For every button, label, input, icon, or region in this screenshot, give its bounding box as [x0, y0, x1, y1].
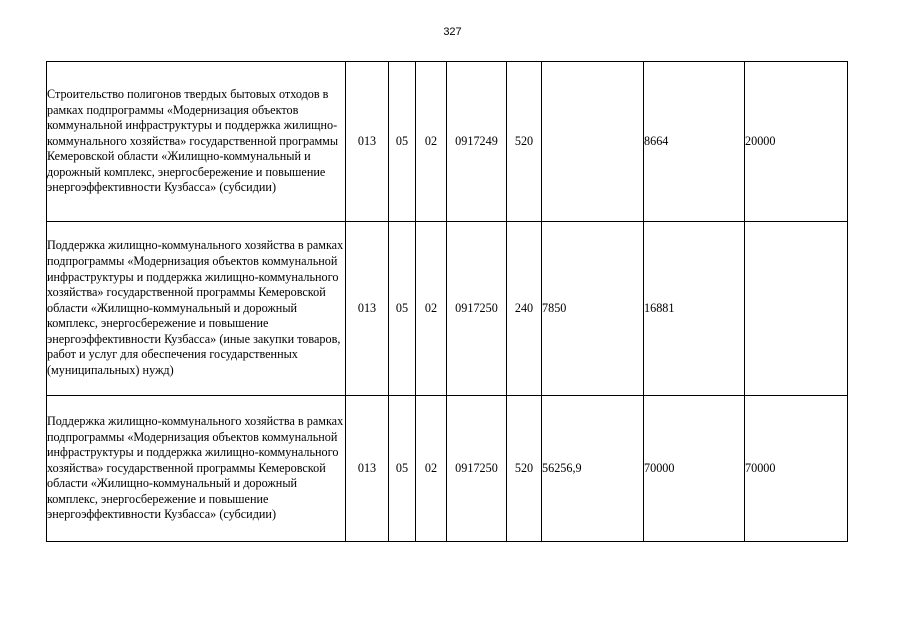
- subsection-code: 02: [416, 396, 447, 542]
- ministry-code: 013: [346, 396, 389, 542]
- amount-cell: 7850: [542, 222, 644, 396]
- table-row: [47, 62, 848, 222]
- row-description: Строительство полигонов твердых бытовых отходов в рамках подпрограммы «Модернизация объектов коммунальной инфраструктуры и поддержка жилищно-коммунального хозяйства» государственной программы Кемеровской области «Жилищно-коммунальный и дорожный комплекс, энергосбережение и повышение энергоэффективности Кузбасса» (субсидии): [47, 62, 346, 222]
- row-description: Поддержка жилищно-коммунального хозяйства в рамках подпрограммы «Модернизация объектов коммунальной инфраструктуры и поддержка жилищно-коммунального хозяйства» государственной программы Кемеровской области «Жилищно-коммунальный и дорожный комплекс, энергосбережение и повышение энергоэффективности Кузбасса» (иные закупки товаров, работ и услуг для обеспечения государственных (муниципальных) нужд): [47, 222, 346, 396]
- section-code: 05: [389, 396, 416, 542]
- table-row: [47, 396, 848, 542]
- expense-type-code: 520: [507, 396, 542, 542]
- amount-cell: 70000: [745, 396, 848, 542]
- amount-cell: 8664: [644, 62, 745, 222]
- target-article-code: 0917250: [447, 222, 507, 396]
- subsection-code: 02: [416, 62, 447, 222]
- amount-cell: [542, 62, 644, 222]
- target-article-code: 0917250: [447, 396, 507, 542]
- section-code: 05: [389, 222, 416, 396]
- table-row: [47, 222, 848, 396]
- expense-type-code: 520: [507, 62, 542, 222]
- amount-cell: 56256,9: [542, 396, 644, 542]
- amount-cell: 20000: [745, 62, 848, 222]
- section-code: 05: [389, 62, 416, 222]
- amount-cell: [745, 222, 848, 396]
- subsection-code: 02: [416, 222, 447, 396]
- page-number: 327: [443, 26, 462, 38]
- row-description: Поддержка жилищно-коммунального хозяйства в рамках подпрограммы «Модернизация объектов коммунальной инфраструктуры и поддержка жилищно-коммунального хозяйства» государственной программы Кемеровской области «Жилищно-коммунальный и дорожный комплекс, энергосбережение и повышение энергоэффективности Кузбасса» (субсидии): [47, 396, 346, 542]
- ministry-code: 013: [346, 62, 389, 222]
- amount-cell: 70000: [644, 396, 745, 542]
- budget-table: [46, 61, 848, 542]
- amount-cell: 16881: [644, 222, 745, 396]
- expense-type-code: 240: [507, 222, 542, 396]
- target-article-code: 0917249: [447, 62, 507, 222]
- ministry-code: 013: [346, 222, 389, 396]
